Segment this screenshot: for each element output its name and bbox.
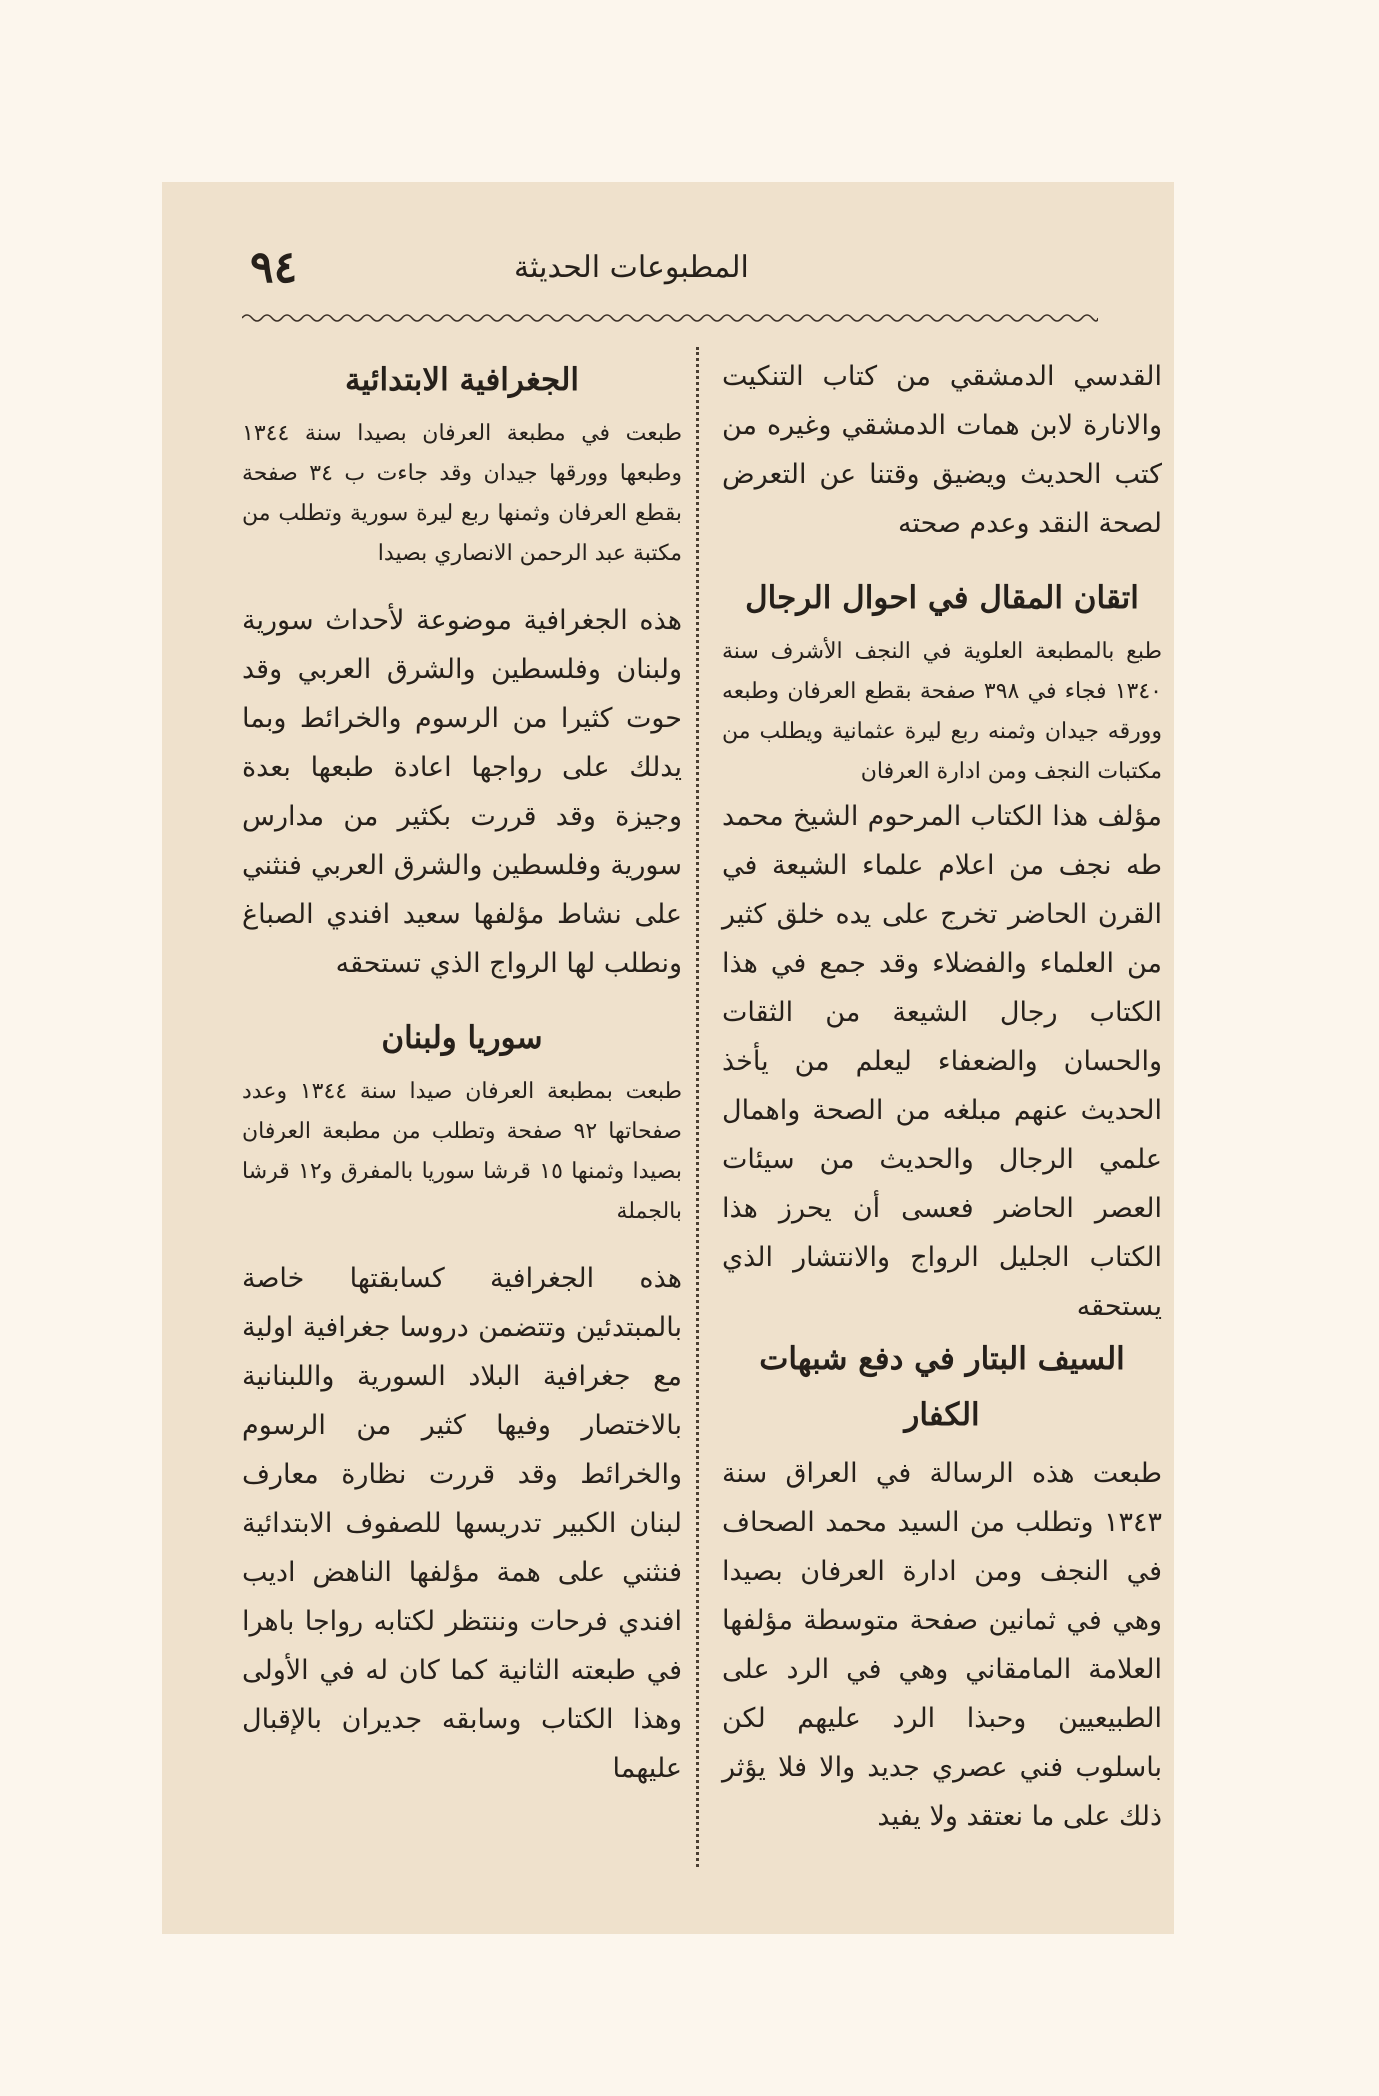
book-review: هذه الجغرافية موضوعة لأحداث سورية ولبنان وفلسطين والشرق العربي وقد حوت كثيرا من الرسوم والخرائط وبما يدلك على رواجها اعادة طبعها بعدة وجيزة وقد قررت بكثير من مدارس سورية وفلسطين والشرق العربي فنثني على نشاط مؤلفها سعيد افندي الصباغ ونطلب لها الرواج الذي تستحقه (242, 605, 682, 979)
book-review: مؤلف هذا الكتاب المرحوم الشيخ محمد طه نجف من اعلام علماء الشيعة في القرن الحاضر تخرج على يده خلق كثير من العلماء والفضلاء وقد جمع في هذا الكتاب رجال الشيعة من الثقات والحسان والضعفاء ليعلم من يأخذ الحديث عنهم مبلغه من الصحة واهمال علمي الرجال والحديث من سيئات العصر الحاضر فعسى أن يحرز هذا الكتاب الجليل الرواج والانتشار الذي يستحقه (722, 801, 1162, 1322)
book-title: سوريا ولبنان (381, 1020, 543, 1056)
running-title: المطبوعات الحديثة (514, 250, 749, 285)
book-review: طبعت هذه الرسالة في العراق سنة ١٣٤٣ وتطلب من السيد محمد الصحاف في النجف ومن ادارة العرفان بصيدا وهي في ثمانين صفحة متوسطة مؤلفها العلامة المامقاني وهي في الرد على الطبيعيين وحبذا الرد عليهم لكن باسلوب فني عصري جديد والا فلا يؤثر ذلك على ما نعتقد ولا يفيد (722, 1458, 1162, 1832)
book-title: اتقان المقال في احوال الرجال (745, 580, 1139, 616)
page-header (162, 242, 1174, 302)
publication-info: طبع بالمطبعة العلوية في النجف الأشرف سنة ١٣٤٠ فجاء في ٣٩٨ صفحة بقطع العرفان وطبعه وورقه جيدان وثمنه ربع ليرة عثمانية ويطلب من مكتبات النجف ومن ادارة العرفان (722, 639, 1162, 784)
book-title: السيف البتار في دفع شبهات الكفار (759, 1341, 1125, 1433)
right-column (722, 352, 1162, 1841)
book-page (162, 182, 1174, 1934)
column-divider (696, 347, 699, 1867)
continued-paragraph: القدسي الدمشقي من كتاب التنكيت والانارة لابن همات الدمشقي وغيره من كتب الحديث ويضيق وقتنا عن التعرض لصحة النقد وعدم صحته (722, 361, 1162, 539)
publication-info: طبعت بمطبعة العرفان صيدا سنة ١٣٤٤ وعدد صفحاتها ٩٢ صفحة وتطلب من مطبعة العرفان بصيدا وثمنها ١٥ قرشا سوريا بالمفرق و١٢ قرشا بالجملة (242, 1079, 682, 1224)
book-title: الجغرافية الابتدائية (344, 362, 580, 398)
wavy-rule-divider (242, 312, 1098, 324)
publication-info: طبعت في مطبعة العرفان بصيدا سنة ١٣٤٤ وطبعها وورقها جيدان وقد جاءت ب ٣٤ صفحة بقطع العرفان وثمنها ربع ليرة سورية وتطلب من مكتبة عبد الرحمن الانصاري بصيدا (242, 421, 682, 566)
book-review: هذه الجغرافية كسابقتها خاصة بالمبتدئين وتتضمن دروسا جغرافية اولية مع جغرافية البلاد السورية واللبنانية بالاختصار وفيها كثير من الرسوم والخرائط وقد قررت نظارة معارف لبنان الكبير تدريسها للصفوف الابتدائية فنثني على همة مؤلفها الناهض اديب افندي فرحات وننتظر لكتابه رواجا باهرا في طبعته الثانية كما كان له في الأولى وهذا الكتاب وسابقه جديران بالإقبال عليهما (242, 1263, 682, 1784)
page-number: ٩٤ (250, 242, 298, 293)
left-column (242, 352, 682, 1793)
